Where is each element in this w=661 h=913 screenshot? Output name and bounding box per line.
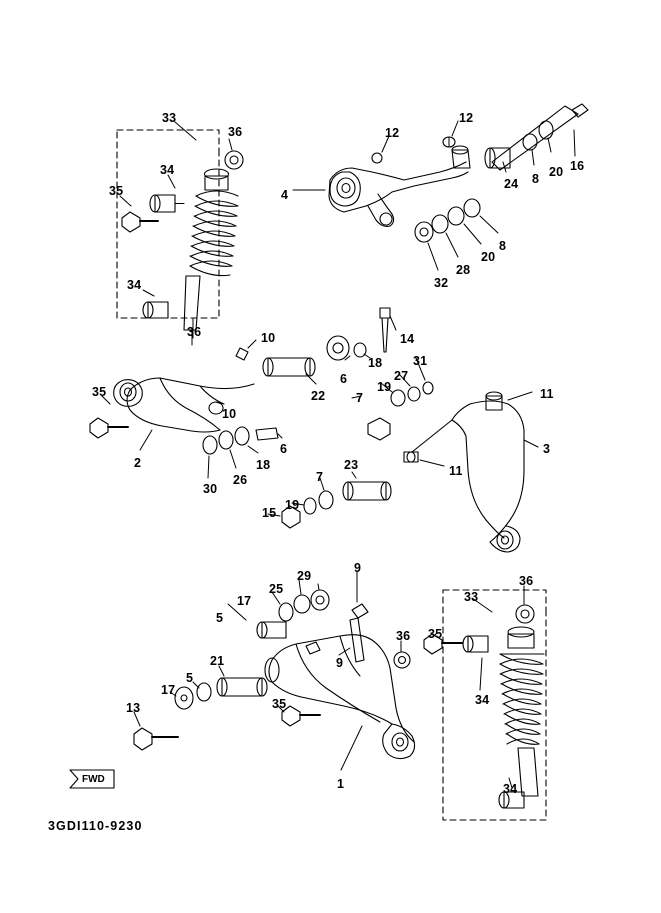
callout-21: 21 <box>210 654 225 668</box>
callout-18-b: 18 <box>256 458 271 472</box>
callout-8-a: 8 <box>532 172 540 186</box>
callout-16: 16 <box>570 159 585 173</box>
callout-19-b: 19 <box>285 498 300 512</box>
upper-left-shock-group <box>117 122 243 345</box>
callout-33-a: 33 <box>162 111 177 125</box>
callout-33-b: 33 <box>464 590 479 604</box>
callout-35-d: 35 <box>272 697 287 711</box>
callout-10-a: 10 <box>261 331 276 345</box>
callout-11-a: 11 <box>540 387 554 401</box>
fwd-label: FWD <box>82 774 105 785</box>
callout-20-b: 20 <box>481 250 496 264</box>
callout-27: 27 <box>394 369 409 383</box>
callout-9-b: 9 <box>336 656 344 670</box>
callout-8-b: 8 <box>499 239 507 253</box>
callout-22: 22 <box>311 389 326 403</box>
lower-right-shock-group <box>394 586 546 820</box>
callout-11-b: 11 <box>449 464 463 478</box>
callout-12-a: 12 <box>385 126 400 140</box>
upper-arm-right-group <box>293 104 588 270</box>
callout-6-b: 6 <box>280 442 288 456</box>
callout-36-c: 36 <box>519 574 534 588</box>
callout-34-a: 34 <box>160 163 175 177</box>
callout-35-a: 35 <box>109 184 124 198</box>
lower-arm-1-group <box>134 569 415 770</box>
callout-4: 4 <box>281 188 289 202</box>
callout-32: 32 <box>434 276 449 290</box>
callout-26: 26 <box>233 473 248 487</box>
callout-17-b: 17 <box>161 683 176 697</box>
callout-1: 1 <box>337 777 345 791</box>
callout-20-a: 20 <box>549 165 564 179</box>
callout-12-b: 12 <box>459 111 474 125</box>
callout-24: 24 <box>504 177 519 191</box>
callout-25: 25 <box>269 582 284 596</box>
callout-28: 28 <box>456 263 471 277</box>
callout-17-a: 17 <box>237 594 252 608</box>
callout-29: 29 <box>297 569 312 583</box>
callout-18-a: 18 <box>368 356 383 370</box>
callout-9-a: 9 <box>354 561 362 575</box>
callout-36-b: 36 <box>187 325 202 339</box>
callout-5-b: 5 <box>186 671 194 685</box>
callout-3: 3 <box>543 442 551 456</box>
callout-36-a: 36 <box>228 125 243 139</box>
callout-5-a: 5 <box>216 611 224 625</box>
callout-34-d: 34 <box>503 782 518 796</box>
callout-34-b: 34 <box>127 278 142 292</box>
callout-13: 13 <box>126 701 141 715</box>
callout-14: 14 <box>400 332 415 346</box>
callout-6-a: 6 <box>340 372 348 386</box>
callout-7-b: 7 <box>316 470 324 484</box>
callout-15: 15 <box>262 506 277 520</box>
callout-30: 30 <box>203 482 218 496</box>
upper-arm-3-group <box>268 389 538 552</box>
callout-36-d: 36 <box>396 629 411 643</box>
callout-35-b: 35 <box>92 385 107 399</box>
callout-31: 31 <box>413 354 428 368</box>
callout-19-a: 19 <box>377 380 392 394</box>
callout-35-c: 35 <box>428 627 443 641</box>
callout-34-c: 34 <box>475 693 490 707</box>
callout-23: 23 <box>344 458 359 472</box>
callout-10-b: 10 <box>222 407 237 421</box>
callout-7-a: 7 <box>356 391 364 405</box>
part-code-label: 3GDI110-9230 <box>48 819 143 833</box>
callout-2: 2 <box>134 456 142 470</box>
